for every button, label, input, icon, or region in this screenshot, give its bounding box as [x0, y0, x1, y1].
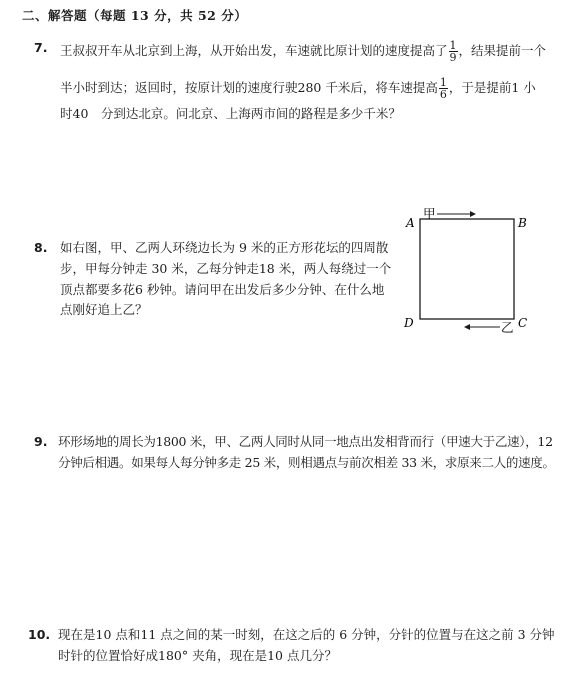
fraction-one-ninth [449, 40, 458, 63]
q7-text-1a: 王叔叔开车从北京到上海，从开始出发，车速就比原计划的速度提高了 [60, 43, 448, 58]
question-8-line-1: 如右图，甲、乙两人环绕边长为 9 米的正方形花坛的四周散 [60, 240, 389, 255]
corner-label-c: C [518, 316, 528, 330]
arrow-left-icon [464, 324, 470, 330]
question-9-line-2: 分钟后相遇。如果每人每分钟多走 25 米，则相遇点与前次相差 33 米，求原来二人的速度。 [58, 455, 555, 470]
question-7-line-1 [60, 40, 546, 63]
corner-label-d: D [404, 316, 414, 330]
section-title: 二、解答题（每题 13 分，共 52 分） [22, 8, 248, 23]
walker-jia-label: 甲 [423, 206, 436, 221]
fraction-denominator: 9 [449, 51, 457, 64]
q7-text-1b: ，结果提前一个 [458, 43, 547, 58]
question-8-line-2: 步，甲每分钟走 30 米，乙每分钟走18 米，两人每绕过一个 [60, 261, 392, 276]
question-number: 8. [34, 240, 48, 255]
square-diagram [400, 204, 540, 338]
fraction-numerator: 1 [439, 76, 447, 89]
corner-label-a: A [406, 216, 415, 230]
question-8-line-3: 顶点都要多花6 秒钟。请问甲在出发后多少分钟、在什么地 [60, 282, 385, 297]
question-7-line-2 [60, 77, 536, 100]
question-9-line-1: 环形场地的周长为1800 米，甲、乙两人同时从同一地点出发相背而行（甲速大于乙速），12 [58, 434, 553, 449]
question-10-line-1: 现在是10 点和11 点之间的某一时刻，在这之后的 6 分钟，分针的位置与在这之前 3 分钟 [58, 627, 555, 642]
question-8-line-4: 点刚好追上乙？ [60, 302, 148, 317]
q7-text-2a: 半小时到达；返回时，按原计划的速度行驶280 千米后，将车速提高 [60, 80, 438, 95]
fraction-numerator: 1 [449, 39, 457, 52]
question-number: 10. [28, 627, 51, 642]
question-10-line-2: 时针的位置恰好成180° 夹角，现在是10 点几分？ [58, 648, 337, 663]
question-7-line-3: 时40 分到达北京。问北京、上海两市间的路程是多少千米？ [60, 106, 401, 121]
fraction-one-sixth [439, 77, 448, 100]
fraction-denominator: 6 [439, 88, 447, 101]
question-number: 9. [34, 434, 48, 449]
question-number: 7. [34, 40, 48, 55]
square-flower-bed [420, 219, 514, 319]
walker-yi-label: 乙 [501, 320, 514, 335]
q7-text-2b: ，于是提前1 小 [448, 80, 536, 95]
arrow-right-icon [470, 211, 476, 217]
corner-label-b: B [518, 216, 527, 230]
